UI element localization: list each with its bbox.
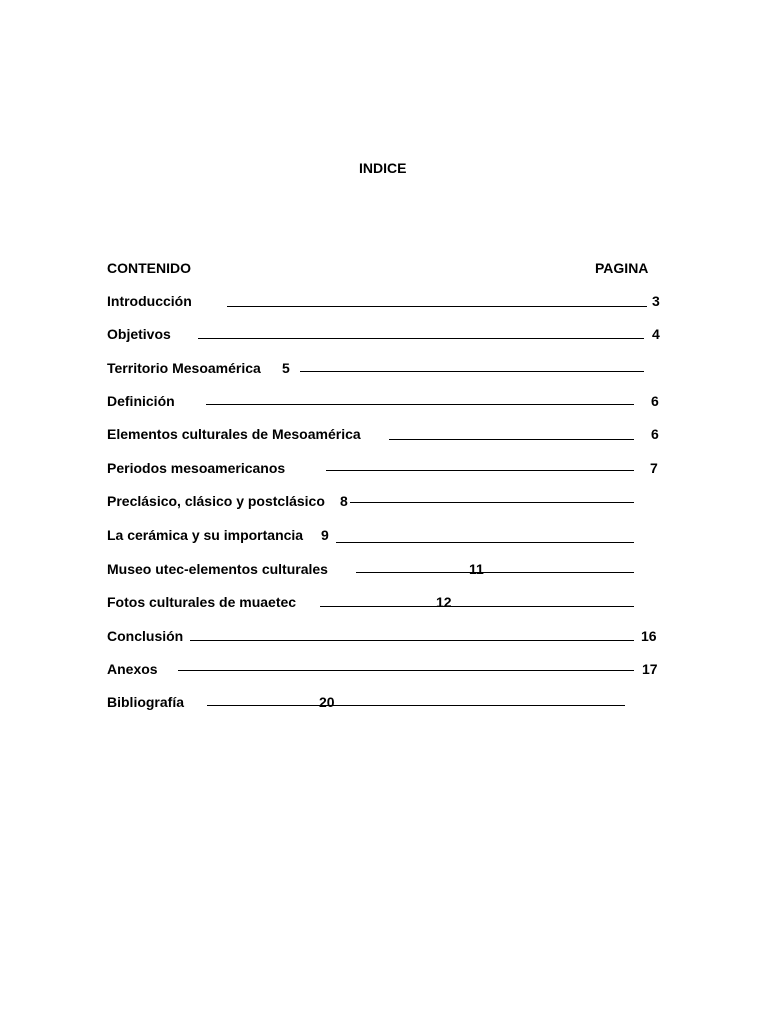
toc-entry-label: Anexos bbox=[107, 661, 158, 677]
toc-entry-page: 3 bbox=[652, 293, 660, 309]
toc-entry-label: La cerámica y su importancia bbox=[107, 527, 304, 543]
toc-entry-label: Conclusión bbox=[107, 628, 184, 644]
toc-entry-label: Introducción bbox=[107, 293, 192, 309]
toc-entry-page: 5 bbox=[282, 360, 290, 376]
toc-entry-label: Museo utec-elementos culturales bbox=[107, 561, 328, 577]
toc-entry-page: 6 bbox=[651, 393, 659, 409]
toc-entry-label: Bibliografía bbox=[107, 694, 185, 710]
toc-entry-label: Preclásico, clásico y postclásico bbox=[107, 493, 325, 509]
toc-entry-label: Fotos culturales de muaetec bbox=[107, 594, 297, 610]
toc-entry-page: 9 bbox=[321, 527, 329, 543]
toc-entry-page: 16 bbox=[641, 628, 657, 644]
index-title: INDICE bbox=[359, 160, 407, 176]
leader-line bbox=[336, 542, 634, 543]
leader-line bbox=[207, 705, 625, 706]
content-column-header: CONTENIDO bbox=[107, 260, 191, 276]
leader-line bbox=[178, 670, 634, 671]
toc-entry-label: Elementos culturales de Mesoamérica bbox=[107, 426, 361, 442]
toc-entry-label: Territorio Mesoamérica bbox=[107, 360, 261, 376]
leader-line bbox=[206, 404, 634, 405]
leader-line bbox=[190, 640, 634, 641]
leader-line bbox=[350, 502, 634, 503]
leader-line bbox=[326, 470, 634, 471]
toc-entry-page: 20 bbox=[319, 694, 335, 710]
leader-line bbox=[356, 572, 634, 573]
toc-entry-page: 12 bbox=[436, 594, 452, 610]
toc-entry-label: Objetivos bbox=[107, 326, 171, 342]
leader-line bbox=[300, 371, 644, 372]
leader-line bbox=[389, 439, 634, 440]
toc-entry-page: 7 bbox=[650, 460, 658, 476]
toc-entry-page: 8 bbox=[340, 493, 348, 509]
toc-entry-page: 6 bbox=[651, 426, 659, 442]
toc-entry-label: Periodos mesoamericanos bbox=[107, 460, 286, 476]
page-column-header: PAGINA bbox=[595, 260, 649, 276]
leader-line bbox=[198, 338, 644, 339]
toc-entry-page: 11 bbox=[469, 561, 484, 577]
toc-entry-page: 17 bbox=[642, 661, 658, 677]
toc-entry-page: 4 bbox=[652, 326, 660, 342]
leader-line bbox=[227, 306, 647, 307]
leader-line bbox=[320, 606, 634, 607]
toc-entry-label: Definición bbox=[107, 393, 175, 409]
